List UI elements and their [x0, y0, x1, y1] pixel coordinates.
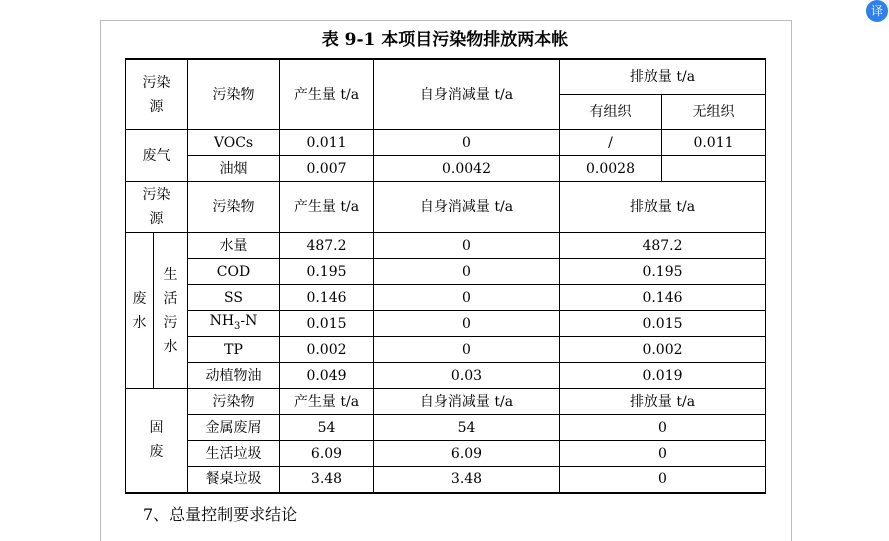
pollutant-cell [188, 311, 280, 337]
table-row [126, 130, 766, 156]
emission-cell: 0 [560, 467, 766, 493]
table-row [126, 467, 766, 493]
pollutant-cell: 油烟 [188, 156, 280, 182]
produced-cell: 0.015 [280, 311, 374, 337]
nh3-n-label: $NH_3-N$ [209, 312, 258, 332]
emission-cell: 0.019 [560, 363, 766, 389]
organized-cell: 0.0028 [560, 156, 662, 182]
unorganized-cell [662, 156, 766, 182]
emission-cell: 0 [560, 441, 766, 467]
produced-cell: 0.011 [280, 130, 374, 156]
solid-waste-label: 固 废 [126, 389, 188, 493]
emission-cell: 0 [560, 415, 766, 441]
gas-label: 废气 [126, 130, 188, 182]
header-row [126, 59, 766, 95]
organized-cell: / [560, 130, 662, 156]
produced-cell: 6.09 [280, 441, 374, 467]
reduction-header: 自身消减量 t/a [374, 182, 560, 233]
produced-header: 产生量 t/a [280, 389, 374, 415]
reduction-cell: 54 [374, 415, 560, 441]
produced-cell: 0.007 [280, 156, 374, 182]
pollutant-cell: VOCs [188, 130, 280, 156]
translate-icon[interactable]: 译 [866, 0, 888, 22]
table-row [126, 285, 766, 311]
unorganized-cell: 0.011 [662, 130, 766, 156]
reduction-cell: 0 [374, 285, 560, 311]
emission-cell: 0.015 [560, 311, 766, 337]
reduction-cell: 0 [374, 233, 560, 259]
pollutant-header: 污染物 [188, 59, 280, 130]
pollutant-cell: 动植物油 [188, 363, 280, 389]
table-row [126, 363, 766, 389]
section-heading: 7、总量控制要求结论 [143, 505, 298, 524]
produced-cell: 3.48 [280, 467, 374, 493]
produced-header: 产生量 t/a [280, 182, 374, 233]
reduction-cell: 0 [374, 311, 560, 337]
pollutant-header: 污染物 [188, 182, 280, 233]
produced-cell: 0.195 [280, 259, 374, 285]
reduction-cell: 3.48 [374, 467, 560, 493]
emission-header: 排放量 t/a [560, 182, 766, 233]
organized-header: 有组织 [560, 95, 662, 130]
wastewater-label: 废 水 [126, 233, 154, 389]
unorganized-header: 无组织 [662, 95, 766, 130]
produced-header: 产生量 t/a [280, 59, 374, 130]
pollutant-cell: 生活垃圾 [188, 441, 280, 467]
produced-cell: 0.146 [280, 285, 374, 311]
domestic-sewage-label: 生 活 污 水 [154, 233, 188, 389]
table-row [126, 259, 766, 285]
header-row [126, 182, 766, 233]
pollutant-header: 污染物 [188, 389, 280, 415]
reduction-cell: 0 [374, 337, 560, 363]
emission-cell: 487.2 [560, 233, 766, 259]
emission-header: 排放量 t/a [560, 59, 766, 95]
reduction-cell: 0 [374, 259, 560, 285]
produced-cell: 0.049 [280, 363, 374, 389]
header-row [126, 389, 766, 415]
reduction-cell: 0.0042 [374, 156, 560, 182]
pollutant-ledger-table [125, 58, 766, 494]
pollutant-cell: TP [188, 337, 280, 363]
emission-cell: 0.195 [560, 259, 766, 285]
source-header: 污染 源 [126, 59, 188, 130]
reduction-cell: 6.09 [374, 441, 560, 467]
reduction-header: 自身消减量 t/a [374, 389, 560, 415]
source-header: 污染 源 [126, 182, 188, 233]
emission-header: 排放量 t/a [560, 389, 766, 415]
pollutant-cell: 金属废屑 [188, 415, 280, 441]
table-title: 表 9-1 本项目污染物排放两本帐 [321, 30, 569, 50]
pollutant-cell: 餐桌垃圾 [188, 467, 280, 493]
reduction-header: 自身消减量 t/a [374, 59, 560, 130]
table-row [126, 311, 766, 337]
produced-cell: 0.002 [280, 337, 374, 363]
emission-cell: 0.146 [560, 285, 766, 311]
table-row [126, 337, 766, 363]
emission-cell: 0.002 [560, 337, 766, 363]
pollutant-cell: COD [188, 259, 280, 285]
produced-cell: 487.2 [280, 233, 374, 259]
reduction-cell: 0.03 [374, 363, 560, 389]
pollutant-cell: SS [188, 285, 280, 311]
table-row [126, 415, 766, 441]
table-row [126, 441, 766, 467]
table-row [126, 156, 766, 182]
table-row [126, 233, 766, 259]
reduction-cell: 0 [374, 130, 560, 156]
produced-cell: 54 [280, 415, 374, 441]
pollutant-cell: 水量 [188, 233, 280, 259]
